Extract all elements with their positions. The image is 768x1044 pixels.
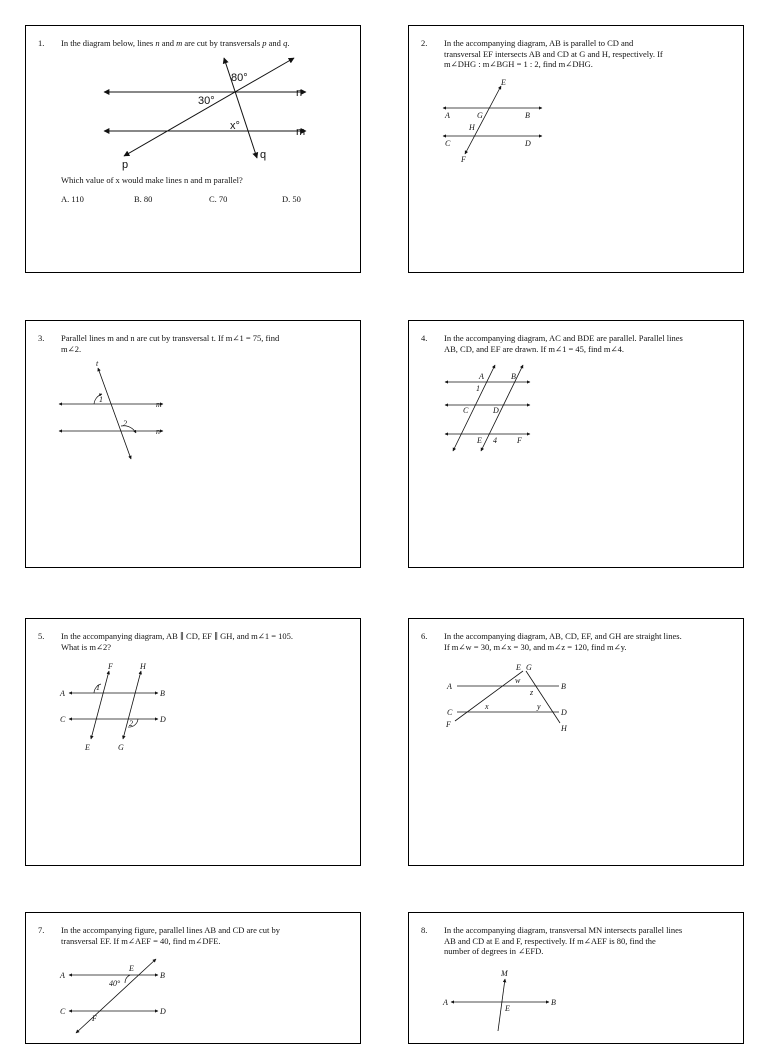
problem-4-box — [408, 320, 744, 568]
problem-text-line: transversal EF intersects AB and CD at G and H, respectively. If — [444, 48, 663, 59]
angle-30-label: 30° — [198, 95, 215, 107]
problem-number: 4. — [421, 333, 428, 343]
var-p: p — [262, 38, 267, 48]
point-h-label: H — [469, 123, 475, 132]
problem-number: 5. — [38, 631, 45, 641]
angle-z-label: z — [530, 688, 534, 697]
problem-3-diagram — [26, 321, 360, 567]
problem-number: 1. — [38, 38, 45, 48]
angle-4-label: 4 — [493, 436, 497, 445]
problem-6-box — [408, 618, 744, 866]
problem-text-line: What is m∠2? — [61, 641, 112, 652]
problem-number: 6. — [421, 631, 428, 641]
point-c-label: C — [60, 1007, 66, 1016]
angle-1-label: 1 — [96, 683, 100, 692]
point-e-label: E — [516, 663, 521, 672]
line-m-label: m — [156, 400, 162, 409]
problem-text-line: Parallel lines m and n are cut by transversal t. If m∠1 = 75, find — [61, 333, 280, 343]
problem-4-diagram — [409, 321, 743, 567]
point-b-label: B — [160, 689, 165, 698]
point-d-label: D — [493, 406, 499, 415]
problem-5-diagram — [26, 619, 360, 865]
line-q-label: q — [260, 149, 267, 161]
problem-3-box — [25, 320, 361, 568]
angle-w-label: w — [515, 676, 521, 685]
angle-2-label: 2 — [123, 419, 127, 428]
angle-40-label: 40° — [109, 979, 121, 988]
point-e-label: E — [129, 964, 134, 973]
var-q: q — [283, 38, 288, 48]
problem-text-line: In the accompanying diagram, AB, CD, EF, and GH are straight lines. — [444, 631, 682, 641]
var-n: n — [155, 38, 160, 48]
angle-1-label: 1 — [476, 384, 480, 393]
line-gh — [526, 671, 560, 723]
line-gh — [123, 671, 141, 739]
line-n-label: n — [156, 427, 160, 436]
point-f-label: F — [517, 436, 522, 445]
problem-number: 3. — [38, 333, 45, 343]
problem-number: 8. — [421, 925, 428, 935]
problem-2-box — [408, 25, 744, 273]
point-a-label: A — [60, 689, 65, 698]
line-ef — [465, 86, 501, 154]
angle-aef-arc — [125, 975, 130, 983]
point-c-label: C — [447, 708, 453, 717]
problem-text-line: In the accompanying diagram, AC and BDE are parallel. Parallel lines — [444, 333, 683, 343]
problem-text-line: In the accompanying diagram, transversal MN intersects parallel lines — [444, 925, 683, 935]
point-e-label: E — [501, 78, 506, 87]
point-f-label: F — [108, 662, 113, 671]
problem-text-line: m∠DHG : m∠BGH = 1 : 2, find m∠DHG. — [444, 59, 593, 69]
choice-c[interactable]: C. 70 — [209, 194, 228, 204]
problem-text-line: If m∠w = 30, m∠x = 30, and m∠z = 120, find m∠y. — [444, 641, 627, 652]
point-a-label: A — [447, 682, 452, 691]
point-c-label: C — [60, 715, 66, 724]
point-c-label: C — [463, 406, 469, 415]
point-a-label: A — [443, 998, 448, 1007]
line-ef — [76, 959, 156, 1033]
angle-x-label: x° — [230, 120, 240, 132]
point-f-label: F — [92, 1014, 97, 1023]
problem-1-diagram — [26, 26, 360, 272]
point-e-label: E — [85, 743, 90, 752]
line-n-label: n — [296, 87, 303, 99]
point-a-label: A — [60, 971, 65, 980]
choice-d[interactable]: D. 50 — [282, 194, 301, 204]
line-t-label: t — [96, 359, 99, 368]
line-p-label: p — [122, 159, 129, 171]
angle-x-label: x — [485, 702, 489, 711]
text-part: are cut by transversals — [182, 38, 263, 48]
problem-text-line: In the accompanying diagram, AB ∥ CD, EF ∥ GH, and m∠1 = 105. — [61, 631, 293, 641]
angle-y-label: y — [537, 702, 541, 711]
problem-text-line: AB, CD, and EF are drawn. If m∠1 = 45, find m∠4. — [444, 343, 625, 354]
line-t — [98, 368, 131, 459]
point-e-label: E — [477, 436, 482, 445]
line-m-label: m — [296, 126, 306, 138]
text-part: and — [266, 38, 284, 48]
angle-80-label: 80° — [231, 72, 248, 84]
problem-1-question: Which value of x would make lines n and m parallel? — [61, 175, 243, 185]
choice-a[interactable]: A. 110 — [61, 194, 84, 204]
angle-2-label: 2 — [129, 719, 133, 728]
problem-number: 7. — [38, 925, 45, 935]
problem-5-box — [25, 618, 361, 866]
choice-b[interactable]: B. 80 — [134, 194, 153, 204]
problem-2-diagram — [409, 26, 743, 272]
point-g-label: G — [526, 663, 532, 672]
text-part: In the diagram below, lines — [61, 38, 156, 48]
problem-6-diagram — [409, 619, 743, 865]
problem-text-line: m∠2. — [61, 343, 82, 354]
angle-1-label: 1 — [99, 395, 103, 404]
problem-text-line: In the accompanying figure, parallel lines AB and CD are cut by — [61, 925, 281, 935]
point-b-label: B — [525, 111, 530, 120]
problem-7-box — [25, 912, 361, 1044]
problem-1-box — [25, 25, 361, 273]
line-p — [124, 58, 294, 156]
point-f-label: F — [446, 720, 451, 729]
point-h-label: H — [561, 724, 567, 733]
problem-text-line: transversal EF. If m∠AEF = 40, find m∠DFE. — [61, 935, 221, 946]
line-ac — [453, 365, 495, 451]
point-g-label: G — [477, 111, 483, 120]
point-b-label: B — [551, 998, 556, 1007]
point-m-label: M — [501, 969, 508, 978]
text-part: . — [287, 38, 290, 48]
line-mn — [498, 979, 505, 1031]
point-b-label: B — [511, 372, 516, 381]
text-part: and — [159, 38, 177, 48]
problem-number: 2. — [421, 38, 428, 48]
point-a-label: A — [445, 111, 450, 120]
point-c-label: C — [445, 139, 451, 148]
point-b-label: B — [561, 682, 566, 691]
point-d-label: D — [160, 1007, 166, 1016]
point-d-label: D — [525, 139, 531, 148]
point-a-label: A — [479, 372, 484, 381]
point-e-label: E — [505, 1004, 510, 1013]
problem-text-line: number of degrees in ∠EFD. — [444, 946, 544, 956]
problem-text-line: In the accompanying diagram, AB is parallel to CD and — [444, 38, 634, 48]
problem-text-line: AB and CD at E and F, respectively. If m∠AEF is 80, find the — [444, 935, 656, 946]
line-ef — [91, 671, 109, 739]
point-g-label: G — [118, 743, 124, 752]
line-ef — [455, 671, 523, 721]
point-b-label: B — [160, 971, 165, 980]
problem-8-box — [408, 912, 744, 1044]
point-f-label: F — [461, 155, 466, 164]
point-d-label: D — [160, 715, 166, 724]
point-d-label: D — [561, 708, 567, 717]
point-h-label: H — [140, 662, 146, 671]
var-m: m — [176, 38, 183, 48]
